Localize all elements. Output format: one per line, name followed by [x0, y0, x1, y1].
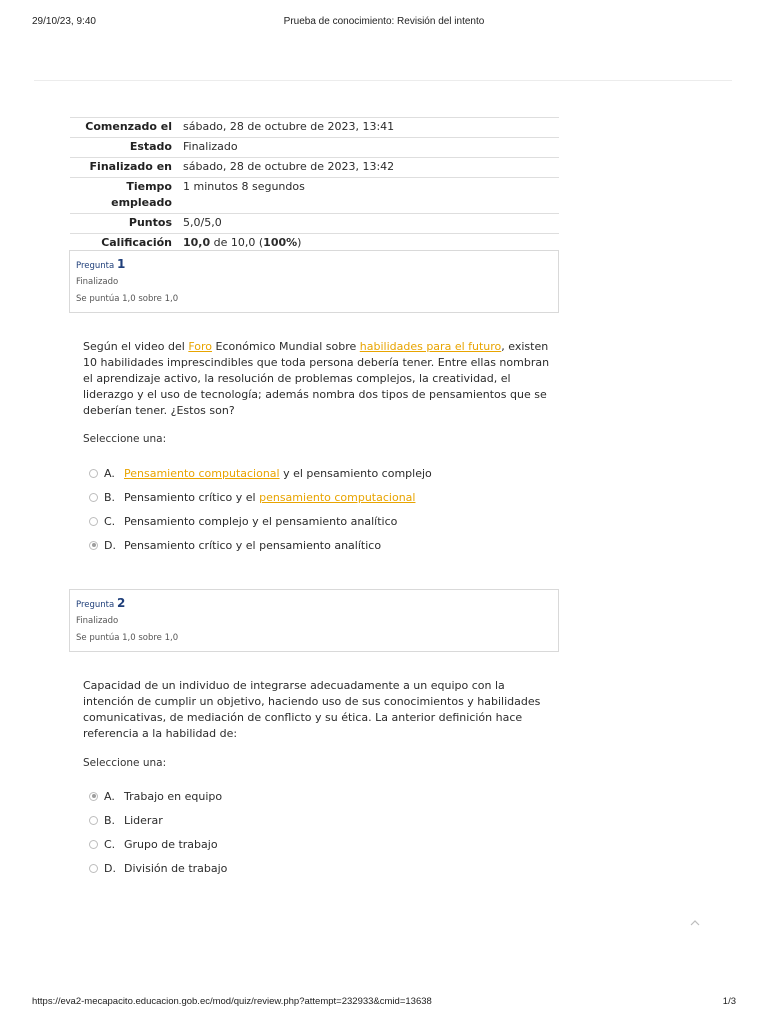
summary-label: Estado — [129, 140, 172, 153]
chevron-up-icon[interactable] — [689, 914, 701, 926]
summary-value: Finalizado — [183, 140, 238, 153]
glossary-link[interactable]: habilidades para el futuro — [359, 340, 502, 353]
answer-list-1 — [89, 461, 432, 557]
answer-letter: C. — [104, 514, 116, 528]
grade-score: 10,0 — [183, 236, 211, 249]
question-text-part: Económico Mundial sobre — [212, 340, 360, 353]
answer-letter: B. — [104, 813, 116, 827]
grade-mid: de 10,0 ( — [210, 236, 264, 249]
select-prompt: Seleccione una: — [83, 433, 167, 445]
answer-letter: C. — [104, 837, 116, 851]
summary-row — [70, 214, 559, 234]
question-label: Pregunta — [76, 600, 115, 610]
answer-text-part: Pensamiento crítico y el — [124, 490, 260, 504]
question-info-2 — [69, 589, 559, 652]
answer-text-part: y el pensamiento complejo — [279, 466, 432, 480]
answer-option[interactable] — [89, 533, 432, 557]
answer-option[interactable] — [89, 808, 227, 832]
answer-text — [124, 491, 415, 504]
summary-value: sábado, 28 de octubre de 2023, 13:41 — [183, 120, 395, 133]
summary-row — [70, 178, 559, 214]
question-grade: Se puntúa 1,0 sobre 1,0 — [76, 633, 179, 643]
page-number: 1/3 — [722, 996, 736, 1007]
question-number — [76, 596, 558, 612]
question-number-value: 1 — [116, 257, 126, 271]
print-date: 29/10/23, 9:40 — [32, 16, 96, 27]
answer-text: Pensamiento complejo y el pensamiento analítico — [124, 514, 398, 528]
question-number-value: 2 — [116, 596, 126, 610]
radio-button[interactable] — [89, 840, 98, 849]
summary-value: 5,0/5,0 — [183, 216, 222, 229]
divider — [34, 80, 732, 81]
question-info-1 — [69, 250, 559, 313]
answer-letter: B. — [104, 490, 116, 504]
summary-row — [70, 158, 559, 178]
question-text-part: , existen 10 habilidades imprescindibles que toda persona debería tener. Entre ellas nombran el aprendizaje activo, la resolución de problemas complejos, la creatividad, el liderazgo y el uso de tecnología; además nombra dos tipos de pensamientos que se deberían tener. ¿Estos son? — [83, 340, 550, 417]
answer-option[interactable] — [89, 461, 432, 485]
radio-button-selected[interactable] — [89, 792, 98, 801]
answer-option[interactable] — [89, 485, 432, 509]
answer-option[interactable] — [89, 832, 227, 856]
answer-letter: A. — [104, 466, 115, 480]
print-title: Prueba de conocimiento: Revisión del intento — [283, 16, 485, 27]
answer-letter: D. — [104, 538, 116, 552]
grade-end: ) — [297, 236, 302, 249]
print-header — [32, 16, 736, 30]
question-text-1 — [83, 339, 553, 419]
radio-button-selected[interactable] — [89, 541, 98, 550]
answer-text: Pensamiento crítico y el pensamiento analítico — [124, 538, 382, 552]
answer-option[interactable] — [89, 784, 227, 808]
summary-row — [70, 138, 559, 158]
answer-letter: A. — [104, 789, 115, 803]
answer-text — [124, 467, 432, 480]
question-grade: Se puntúa 1,0 sobre 1,0 — [76, 294, 179, 304]
summary-label: Finalizado en — [89, 160, 172, 173]
radio-button[interactable] — [89, 493, 98, 502]
summary-value: sábado, 28 de octubre de 2023, 13:42 — [183, 160, 395, 173]
answer-option[interactable] — [89, 509, 432, 533]
summary-row — [70, 118, 559, 138]
select-prompt: Seleccione una: — [83, 757, 167, 769]
attempt-summary-table — [70, 117, 559, 254]
radio-button[interactable] — [89, 469, 98, 478]
answer-text: Trabajo en equipo — [124, 789, 223, 803]
print-url: https://eva2-mecapacito.educacion.gob.ec/mod/quiz/review.php?attempt=232933&cmid=13638 — [32, 996, 432, 1007]
question-label: Pregunta — [76, 261, 115, 271]
glossary-link[interactable]: Pensamiento computacional — [124, 466, 280, 480]
answer-option[interactable] — [89, 856, 227, 880]
question-state: Finalizado — [76, 616, 119, 626]
answer-text: División de trabajo — [124, 861, 228, 875]
summary-label: Comenzado el — [85, 120, 172, 133]
glossary-link[interactable]: Foro — [188, 340, 213, 353]
answer-list-2 — [89, 784, 227, 880]
summary-label: Calificación — [101, 236, 172, 249]
radio-button[interactable] — [89, 816, 98, 825]
summary-label: Tiempo empleado — [111, 180, 172, 209]
question-state: Finalizado — [76, 277, 119, 287]
question-text-2: Capacidad de un individuo de integrarse adecuadamente a un equipo con la intención de cumplir un objetivo, haciendo uso de sus conocimientos y habilidades comunicativas, de mediación de conflicto y su ética. La anterior definición hace referencia a la habilidad de: — [83, 679, 541, 740]
radio-button[interactable] — [89, 864, 98, 873]
print-footer — [32, 996, 736, 1010]
grade-percent: 100% — [263, 236, 298, 249]
summary-label: Puntos — [128, 216, 172, 229]
radio-button[interactable] — [89, 517, 98, 526]
answer-text: Liderar — [124, 813, 163, 827]
question-number — [76, 257, 558, 273]
summary-value: 1 minutos 8 segundos — [183, 180, 305, 193]
answer-text: Grupo de trabajo — [124, 837, 218, 851]
answer-letter: D. — [104, 861, 116, 875]
question-text-part: Según el video del — [83, 340, 189, 353]
glossary-link[interactable]: pensamiento computacional — [259, 490, 416, 504]
